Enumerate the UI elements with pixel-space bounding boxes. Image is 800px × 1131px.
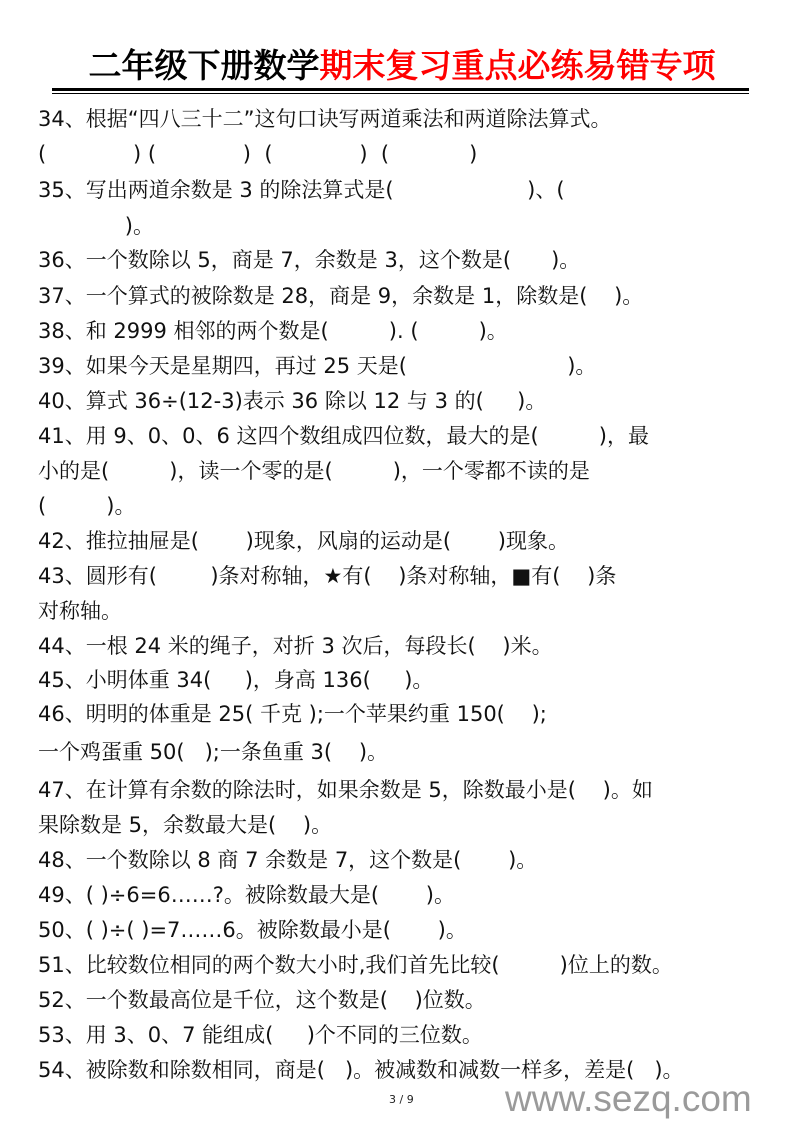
title-black-part: 二年级下册数学: [88, 46, 320, 85]
question-line: 50、( )÷( )=7……6。被除数最小是( )。: [38, 918, 467, 942]
question-line: 44、一根 24 米的绳子，对折 3 次后，每段长( )米。: [38, 634, 553, 658]
title-underline-thick: [52, 88, 749, 91]
question-line: 52、一个数最高位是千位，这个数是( )位数。: [38, 988, 486, 1012]
question-line: 41、用 9、0、0、6 这四个数组成四位数，最大的是( )，最: [38, 424, 649, 448]
question-line: 36、一个数除以 5，商是 7，余数是 3，这个数是( )。: [38, 248, 581, 272]
question-line: 47、在计算有余数的除法时，如果余数是 5，除数最小是( )。如: [38, 778, 653, 802]
question-line: 对称轴。: [38, 599, 122, 623]
question-line: 45、小明体重 34( )，身高 136( )。: [38, 668, 434, 692]
watermark: www.sezq.com: [505, 1078, 752, 1119]
question-line: 43、圆形有( )条对称轴，★有( )条对称轴，■有( )条: [38, 564, 617, 588]
question-line: ( ) ( ) ( ) ( ): [38, 142, 478, 166]
question-line: 34、根据“四八三十二”这句口诀写两道乘法和两道除法算式。: [38, 107, 612, 131]
question-line: 37、一个算式的被除数是 28，商是 9，余数是 1，除数是( )。: [38, 284, 644, 308]
page-number: 3 / 9: [389, 1093, 414, 1106]
question-line: 46、明明的体重是 25( 千克 );一个苹果约重 150( );: [38, 702, 547, 726]
title-underline-thin: [52, 93, 749, 94]
question-line: 小的是( )，读一个零的是( )，一个零都不读的是: [38, 459, 590, 483]
question-line: )。: [38, 214, 154, 238]
page-title: [52, 44, 752, 88]
question-line: 48、一个数除以 8 商 7 余数是 7，这个数是( )。: [38, 848, 538, 872]
title-red-part: 期末复习重点必练易错专项: [319, 46, 716, 85]
question-line: 果除数是 5，余数最大是( )。: [38, 813, 333, 837]
question-line: 53、用 3、0、7 能组成( )个不同的三位数。: [38, 1023, 483, 1047]
question-line: 39、如果今天是星期四，再过 25 天是( )。: [38, 354, 597, 378]
question-line: 35、写出两道余数是 3 的除法算式是( )、(: [38, 178, 565, 202]
question-line: 54、被除数和除数相同，商是( )。被减数和减数一样多，差是( )。: [38, 1058, 684, 1082]
question-line: 49、( )÷6=6……?。被除数最大是( )。: [38, 883, 455, 907]
question-line: 38、和 2999 相邻的两个数是( ). ( )。: [38, 319, 508, 343]
question-line: ( )。: [38, 494, 136, 518]
question-line: 42、推拉抽屉是( )现象，风扇的运动是( )现象。: [38, 529, 569, 553]
question-line: 51、比较数位相同的两个数大小时,我们首先比较( )位上的数。: [38, 953, 673, 977]
question-line: 一个鸡蛋重 50( );一条鱼重 3( )。: [38, 740, 389, 764]
question-line: 40、算式 36÷(12-3)表示 36 除以 12 与 3 的( )。: [38, 389, 547, 413]
